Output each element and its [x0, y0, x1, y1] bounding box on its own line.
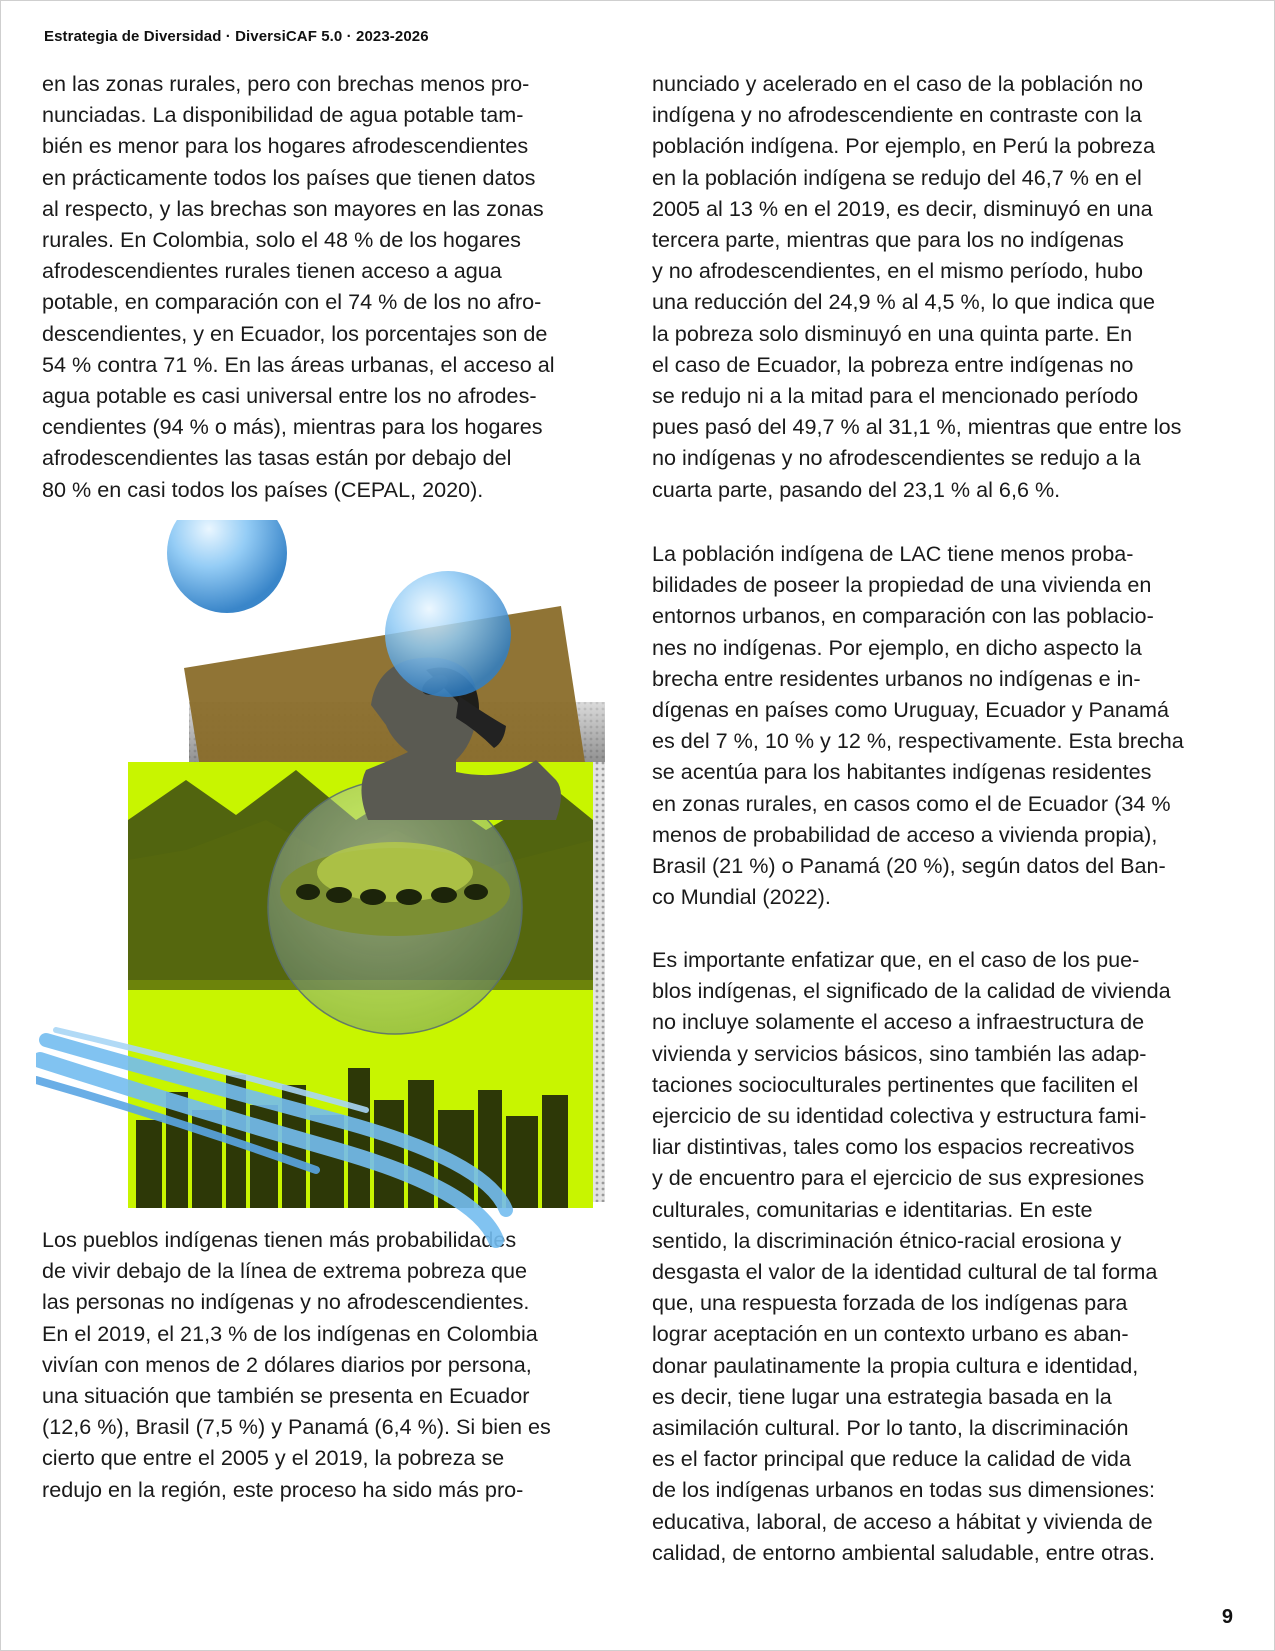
text-line: donar paulatinamente la propia cultura e identidad, — [652, 1352, 1139, 1378]
text-line: y no afrodescendientes, en el mismo período, hubo — [652, 258, 1143, 284]
text-line: en las zonas rurales, pero con brechas menos pro- — [42, 71, 530, 96]
text-line: afrodescendientes rurales tienen acceso a agua — [42, 258, 502, 284]
blue-bubble-small — [167, 520, 287, 613]
text-line: se redujo ni a la mitad para el mencionado período — [652, 383, 1139, 409]
text-line: Los pueblos indígenas tienen más probabilidades — [42, 1227, 517, 1252]
text-line: dígenas en países como Uruguay, Ecuador y Panamá — [652, 697, 1169, 723]
text-line: una reducción del 24,9 % al 4,5 %, lo que indica que — [652, 289, 1156, 315]
text-line: educativa, laboral, de acceso a hábitat y vivienda de — [652, 1508, 1153, 1534]
text-line: descendientes, y en Ecuador, los porcentajes son de — [42, 320, 548, 346]
text-line: La población indígena de LAC tiene menos proba- — [652, 541, 1134, 566]
text-line: potable, en comparación con el 74 % de los no afro- — [42, 289, 542, 315]
text-line: en la población indígena se redujo del 46,7 % en el — [652, 164, 1142, 190]
text-line: liar distintivas, tales como los espacios recreativos — [652, 1134, 1135, 1160]
page-number: 9 — [1221, 1606, 1233, 1628]
text-line: menos de probabilidad de acceso a vivienda propia), — [652, 821, 1158, 847]
text-line: nunciadas. La disponibilidad de agua potable tam- — [42, 102, 524, 128]
running-header: Estrategia de Diversidad · DiversiCAF 5.0 · 2023-2026 — [44, 28, 429, 45]
text-line: 54 % contra 71 %. En las áreas urbanas, el acceso al — [42, 351, 555, 377]
text-line: ejercicio de su identidad colectiva y estructura fami- — [652, 1103, 1147, 1129]
text-line: población indígena. Por ejemplo, en Perú la pobreza — [652, 133, 1155, 159]
text-line: 80 % en casi todos los países (CEPAL, 2020). — [42, 476, 484, 502]
text-line: redujo en la región, este proceso ha sido más pro- — [42, 1476, 524, 1502]
text-line: agua potable es casi universal entre los no afrodes- — [42, 383, 537, 409]
text-line: calidad, de entorno ambiental saludable, entre otras. — [652, 1539, 1155, 1565]
text-line: nunciado y acelerado en el caso de la población no — [652, 71, 1144, 96]
right-column-paragraph-3 — [652, 944, 1171, 1568]
text-line: nes no indígenas. Por ejemplo, en dicho aspecto la — [652, 634, 1142, 660]
text-line: bilidades de poseer la propiedad de una vivienda en — [652, 572, 1152, 598]
text-line: al respecto, y las brechas son mayores en las zonas — [42, 195, 544, 221]
text-line: Brasil (21 %) o Panamá (20 %), según datos del Ban- — [652, 853, 1166, 879]
blue-bubble-medium — [385, 571, 511, 697]
text-line: culturales, comunitarias e identitarias. En este — [652, 1196, 1093, 1222]
text-line: que, una respuesta forzada de los indígenas para — [652, 1290, 1128, 1316]
text-line: (12,6 %), Brasil (7,5 %) y Panamá (6,4 %). Si bien es — [42, 1414, 551, 1440]
text-line: En el 2019, el 21,3 % de los indígenas en Colombia — [42, 1320, 538, 1346]
left-column-top-paragraph — [42, 68, 555, 505]
text-line: co Mundial (2022). — [652, 884, 831, 910]
text-line: 2005 al 13 % en el 2019, es decir, disminuyó en una — [652, 195, 1153, 221]
text-line: en prácticamente todos los países que tienen datos — [42, 164, 536, 190]
text-line: tercera parte, mientras que para los no indígenas — [652, 227, 1124, 253]
text-line: de vivir debajo de la línea de extrema pobreza que — [42, 1258, 527, 1284]
text-line: Es importante enfatizar que, en el caso de los pue- — [652, 947, 1140, 972]
text-line: el caso de Ecuador, la pobreza entre indígenas no — [652, 351, 1134, 377]
text-line: una situación que también se presenta en Ecuador — [42, 1383, 530, 1409]
text-line: la pobreza solo disminuyó en una quinta parte. En — [652, 320, 1133, 346]
text-line: en zonas rurales, en casos como el de Ecuador (34 % — [652, 790, 1171, 816]
text-line: vivienda y servicios básicos, sino también las adap- — [652, 1040, 1147, 1066]
text-line: afrodescendientes las tasas están por debajo del — [42, 445, 512, 471]
text-line: lograr aceptación en un contexto urbano es aban- — [652, 1321, 1129, 1347]
text-line: desgasta el valor de la identidad cultural de tal forma — [652, 1259, 1158, 1285]
text-line: entornos urbanos, en comparación con las poblacio- — [652, 603, 1154, 629]
text-line: y de encuentro para el ejercicio de sus expresiones — [652, 1165, 1145, 1191]
text-line: de los indígenas urbanos en todas sus dimensiones: — [652, 1477, 1155, 1503]
text-line: asimilación cultural. Por lo tanto, la discriminación — [652, 1415, 1129, 1441]
text-line: taciones socioculturales pertinentes que faciliten el — [652, 1071, 1139, 1097]
text-line: pues pasó del 49,7 % al 31,1 %, mientras que entre los — [652, 414, 1182, 440]
text-line: cierto que entre el 2005 y el 2019, la pobreza se — [42, 1445, 505, 1471]
text-line: es decir, tiene lugar una estrategia basada en la — [652, 1383, 1112, 1409]
text-line: indígena y no afrodescendiente en contraste con la — [652, 102, 1142, 128]
text-line: cendientes (94 % o más), mientras para los hogares — [42, 414, 543, 440]
text-line: cuarta parte, pasando del 23,1 % al 6,6 %. — [652, 476, 1061, 502]
text-line: es el factor principal que reduce la calidad de vida — [652, 1446, 1131, 1472]
text-line: se acentúa para los habitantes indígenas residentes — [652, 759, 1152, 785]
text-line: no indígenas y no afrodescendientes se redujo a la — [652, 445, 1141, 471]
text-line: no incluye solamente el acceso a infraestructura de — [652, 1009, 1145, 1035]
text-line: las personas no indígenas y no afrodescendientes. — [42, 1289, 530, 1315]
text-line: rurales. En Colombia, solo el 48 % de los hogares — [42, 227, 521, 253]
collage-illustration — [36, 520, 636, 1280]
right-column-paragraph-1 — [652, 68, 1181, 505]
text-line: sentido, la discriminación étnico-racial erosiona y — [652, 1227, 1122, 1253]
text-line: blos indígenas, el significado de la calidad de vivienda — [652, 978, 1171, 1004]
text-line: es del 7 %, 10 % y 12 %, respectivamente. Esta brecha — [652, 728, 1184, 754]
text-line: brecha entre residentes urbanos no indígenas e in- — [652, 665, 1141, 691]
right-column-paragraph-2 — [652, 538, 1184, 912]
text-line: bién es menor para los hogares afrodescendientes — [42, 133, 529, 159]
text-line: vivían con menos de 2 dólares diarios por persona, — [42, 1351, 532, 1377]
